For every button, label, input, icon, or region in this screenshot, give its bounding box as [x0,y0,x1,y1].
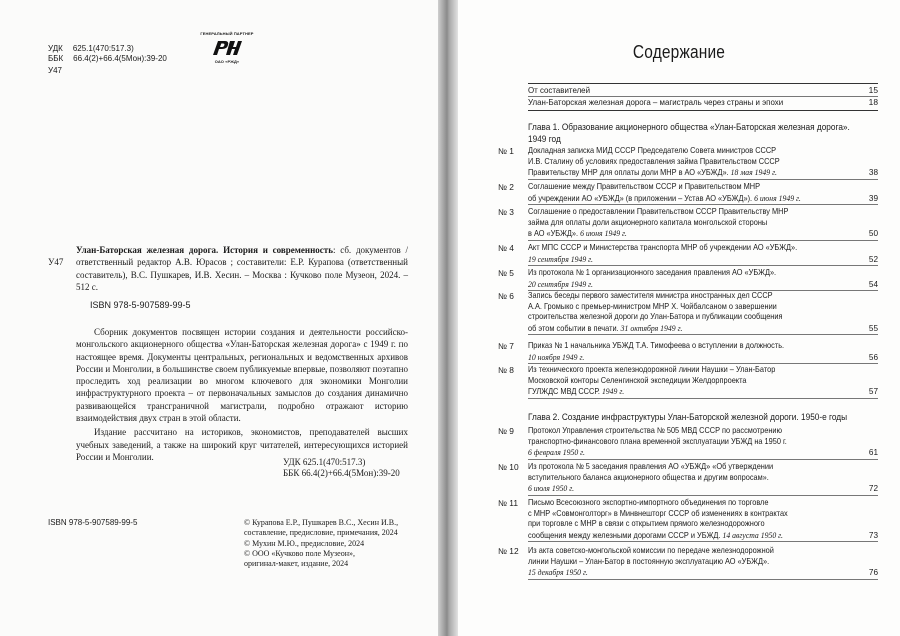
annotation-paragraph: Сборник документов посвящен истории создания и деятельности российско-монгольского акционерного общества «Улан-Баторская железная дорога» с 1949 г. по настоящее время. Документы центральных, региональных и ведомственных архивов России и Монголии, в большинстве своем публикуемые впервые, позволяют поэтапно проследить ход реализации во многом ключевого для экономики Монголии инфраструктурного проекта – от первоначальных замыслов до создания динамично развивающейся трансграничной магистрали, подробно отражают историю взаимодействия двух стран в этой области. [76,327,408,424]
toc-title: Содержание [632,42,726,62]
rzd-logo-icon [210,39,244,57]
toc-page-number: 18 [868,97,878,107]
isbn-bottom: ISBN 978-5-907589-99-5 [48,518,138,527]
toc-page-number: 56 [868,352,878,362]
right-page [458,0,900,636]
entry-last-line [528,323,843,335]
toc-entry[interactable] [528,243,878,265]
toc-front-item[interactable] [528,85,878,96]
doc-number: № 9 [498,426,514,436]
entry-date: 6 февраля 1950 г. [528,447,585,458]
entry-text-line: Запись беседы первого заместителя министра иностранных дел СССР [528,291,773,300]
entry-date: 10 ноября 1949 г. [528,351,585,362]
toc-entry[interactable] [528,462,878,495]
toc-page-number: 38 [868,168,878,178]
entry-text: об учреждении АО «УБЖД» (в приложении – Устав АО «УБЖД»). [528,193,755,203]
doc-number: № 6 [498,291,514,301]
toc-item-title: От составителей [528,85,590,95]
chapter-1-heading[interactable] [528,121,878,145]
toc-page-number: 39 [868,193,878,203]
entry-date: 6 июля 1950 г. [528,483,575,494]
entry-text-line: Из протокола № 1 организационного заседания правления АО «УБЖД». [528,268,777,277]
divider [528,110,878,111]
entry-date: 1949 г. [601,386,625,397]
entry-date: 6 июня 1949 г. [580,228,627,239]
udk-bottom-block [283,456,400,478]
entry-last-line [528,167,843,179]
entry-last-line [528,447,843,459]
divider [528,541,878,542]
toc-entry[interactable] [528,182,878,204]
author-mark: У47 [48,66,62,75]
toc-entry[interactable] [528,146,878,179]
toc-page-number: 52 [868,254,878,264]
toc-page-number: 57 [868,387,878,397]
doc-number: № 8 [498,365,514,375]
doc-number: № 2 [498,182,514,192]
udk-label: УДК [48,44,63,53]
divider [528,204,878,205]
entry-text: ГУЛЖДС МВД СССР. [528,387,602,397]
toc-item-title: Улан-Баторская железная дорога – магистраль через страны и эпохи [528,97,784,107]
annotation-paragraph: Издание рассчитано на историков, экономистов, преподавателей высших учебных заведений, а также на широкий круг читателей, интересующихся историей России и Монголии. [76,427,408,462]
toc-entry[interactable] [528,341,878,363]
toc-page-number: 73 [868,530,878,540]
entry-date: 18 мая 1949 г. [730,167,777,178]
doc-number: № 3 [498,207,514,217]
entry-text-line: А.А. Громыко с премьер-министром МНР Х. Чойбалсаном о завершении [528,301,777,311]
bibliographic-details: : сб. документов / ответственный редактор А.В. Юрасов ; составители: Е.Р. Курапова (ответственный составитель), В.С. Пушкарев, И.В. Хесин. – Москва : Кучково поле Музеон, 2024. – 512 с. [76,245,408,292]
entry-text: в АО «УБЖД». [528,229,581,239]
entry-text-line: Письмо Всесоюзного экспортно-импортного объединения по торговле [528,498,769,507]
entry-last-line [528,530,843,542]
entry-text-line: Из акта советско-монгольской комиссии по передаче железнодорожной [528,546,774,555]
entry-text-line: при торговле с МНР в связи с открытием прямого железнодорожного [528,519,765,529]
doc-number: № 11 [498,498,519,508]
doc-number: № 5 [498,268,514,278]
copyright-line: © Курапова Е.Р., Пушкарев В.С., Хесин И.В., [244,518,399,527]
divider [528,240,878,241]
chapter-heading-line: 1949 год [528,134,561,144]
copyright-line: © ООО «Кучково поле Музеон», [244,548,355,558]
divider [528,334,878,335]
entry-text-line: Докладная записка МИД СССР Председателю Совета министров СССР [528,146,777,155]
toc-entry[interactable] [528,426,878,459]
entry-text-line: Московской конторы Селенгинской экспедиции Желдорпроекта [528,375,747,385]
doc-number: № 12 [498,546,519,556]
entry-date: 15 декабря 1950 г. [528,567,588,578]
divider [528,459,878,460]
entry-text-line: Протокол Управления строительства № 505 МВД СССР по рассмотрению [528,426,783,435]
entry-last-line [528,254,843,266]
entry-last-line [528,352,843,364]
toc-page-number: 76 [868,568,878,578]
doc-number: № 7 [498,341,514,351]
bbk-code: 66.4(2)+66.4(5Мон):39-20 [73,54,167,63]
divider [528,363,878,364]
toc-entry[interactable] [528,498,878,541]
copyright-line: оригинал-макет, издание, 2024 [244,559,349,569]
divider [528,398,878,399]
entry-last-line [528,386,843,398]
isbn-line: ISBN 978-5-907589-99-5 [90,300,191,310]
divider [528,495,878,496]
entry-last-line [528,228,843,240]
entry-text: Правительству МНР для оплаты доли МНР в АО «УБЖД». [528,168,731,178]
toc-front-item[interactable] [528,97,878,108]
chapter-heading-line: Глава 1. Образование акционерного общества «Улан-Баторская железная дорога». [528,122,850,132]
divider [528,579,878,580]
divider [528,179,878,180]
toc-entry[interactable] [528,365,878,398]
entry-text: об этом событии в печати. [528,323,621,333]
entry-last-line [528,279,843,291]
bbk-bottom: ББК 66.4(2)+66.4(5Мон):39-20 [283,468,400,478]
divider [528,290,878,291]
chapter-heading-line: Глава 2. Создание инфраструктуры Улан-Баторской железной дороги. 1950-е годы [528,412,848,422]
entry-text-line: займа для оплаты доли акционерного капитала монгольской стороны [528,217,768,227]
copyright-line: © Мухин М.Ю., предисловие, 2024 [244,538,365,548]
entry-date: 6 июня 1949 г. [754,192,801,203]
bibliographic-record [76,244,408,293]
general-partner-block [200,31,254,64]
toc-entry[interactable] [528,268,878,290]
entry-date: 14 августа 1950 г. [722,529,783,540]
entry-text-line: линии Наушки – Улан-Батор в постоянную эксплуатацию АО «УБЖД». [528,556,770,566]
toc-page-number: 54 [868,279,878,289]
entry-text-line: вступительного баланса акционерного общества и другим вопросам». [528,472,769,482]
left-page [0,0,438,636]
toc-page-number: 61 [868,448,878,458]
doc-number: № 10 [498,462,519,472]
toc-page-number: 72 [868,484,878,494]
entry-text-line: с МНР «Совмонголторг» в Минвнешторг СССР об изменениях в контрактах [528,508,788,518]
entry-date: 31 октября 1949 г. [620,322,683,333]
chapter-2-heading[interactable] [528,411,878,423]
entry-last-line [528,567,843,579]
udk-top-block [48,44,167,76]
entry-text-line: Из технического проекта железнодорожной линии Наушки – Улан-Батор [528,365,776,374]
udk-code: 625.1(470:517.3) [72,44,134,53]
toc-page-number: 50 [868,229,878,239]
entry-text-line: Соглашение о предоставлении Правительством СССР Правительству МНР [528,207,789,216]
toc-page-number: 15 [868,85,878,95]
annotation [76,326,408,463]
book-gutter [438,0,458,636]
toc-page-number: 55 [868,323,878,333]
copyright-line: составление, предисловие, примечания, 2024 [244,528,398,538]
toc-entry[interactable] [528,546,878,579]
entry-text-line: Приказ № 1 начальника УБЖД Т.А. Тимофеева о вступлении в должность. [528,341,785,350]
toc-entry[interactable] [528,207,878,240]
book-title: Улан-Баторская железная дорога. История и современность [76,245,333,255]
biblio-author-mark: У47 [48,257,64,267]
entry-last-line [528,193,843,205]
entry-last-line [528,483,843,495]
entry-text-line: транспортно-финансового плана временной эксплуатации УБЖД на 1950 г. [528,436,787,446]
partner-org: ОАО «РЖД» [214,59,240,64]
divider [528,265,878,266]
entry-text-line: И.В. Сталину об условиях предоставления займа Правительством СССР [528,156,780,166]
udk-bottom: УДК 625.1(470:517.3) [283,457,366,467]
entry-text: сообщения между железными дорогами СССР и УБЖД. [528,530,723,540]
entry-text-line: строительства железной дороги до Улан-Батора и публикации сообщения [528,312,783,322]
entry-text-line: Из протокола № 5 заседания правления АО «УБЖД» «Об утверждении [528,462,774,471]
divider [528,83,878,84]
copyright-block [244,518,424,569]
entry-date: 19 сентября 1949 г. [528,253,593,264]
partner-caption: ГЕНЕРАЛЬНЫЙ ПАРТНЕР [200,31,254,36]
entry-text-line: Соглашение между Правительством СССР и Правительством МНР [528,182,761,191]
doc-number: № 4 [498,243,514,253]
entry-date: 20 сентября 1949 г. [528,278,593,289]
entry-text-line: Акт МПС СССР и Министерства транспорта МНР об учреждении АО «УБЖД». [528,243,798,252]
doc-number: № 1 [498,146,514,156]
bbk-label: ББК [48,54,64,63]
toc-entry[interactable] [528,291,878,334]
